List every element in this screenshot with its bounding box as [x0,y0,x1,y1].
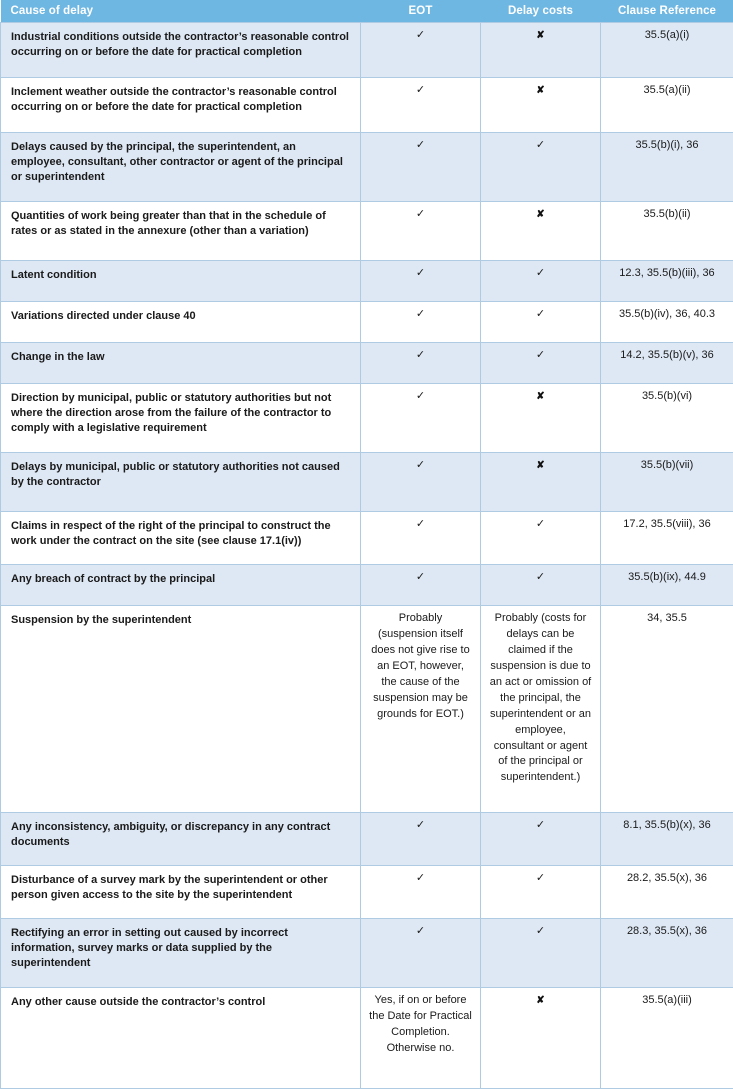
cell-delay-costs [481,813,601,866]
table-row [1,919,733,988]
check-mark-icon: ✓ [536,519,545,530]
table-row [1,78,733,133]
cell-eot [361,866,481,919]
table-row [1,202,733,261]
cell-note-text: Probably (costs for delays can be claimed if the suspension is due to an act or omission of the principal, the superintendent or an employee, consultant or agent of the principal or superintendent.) [489,611,592,786]
cell-clause-reference: 35.5(a)(iii) [601,988,733,1089]
cell-cause-of-delay: Any other cause outside the contractor’s control [1,988,361,1089]
check-mark-icon: ✓ [416,820,425,831]
check-mark-icon: ✓ [416,268,425,279]
table-row [1,606,733,813]
cell-clause-reference: 17.2, 35.5(viii), 36 [601,512,733,565]
check-mark-icon: ✓ [416,519,425,530]
cross-mark-icon: ✘ [536,31,544,41]
cell-cause-of-delay: Quantities of work being greater than that in the schedule of rates or as stated in the annexure (other than a variation) [1,202,361,261]
cell-eot [361,133,481,202]
column-header-clause-reference: Clause Reference [601,0,733,23]
cross-mark-icon: ✘ [536,461,544,471]
cell-cause-of-delay: Direction by municipal, public or statutory authorities but not where the direction arose from the failure of the contractor to comply with a legislative requirement [1,384,361,453]
check-mark-icon: ✓ [416,926,425,937]
cell-cause-of-delay: Latent condition [1,261,361,302]
check-mark-icon: ✓ [416,309,425,320]
table-row [1,565,733,606]
table-row [1,23,733,78]
table-row [1,453,733,512]
check-mark-icon: ✓ [416,140,425,151]
table-row [1,261,733,302]
check-mark-icon: ✓ [536,572,545,583]
cell-cause-of-delay: Disturbance of a survey mark by the superintendent or other person given access to the site by the superintendent [1,866,361,919]
cell-clause-reference: 8.1, 35.5(b)(x), 36 [601,813,733,866]
check-mark-icon: ✓ [536,820,545,831]
cell-clause-reference: 34, 35.5 [601,606,733,813]
column-header-eot: EOT [361,0,481,23]
cell-cause-of-delay: Delays caused by the principal, the superintendent, an employee, consultant, other contractor or agent of the principal or superintendent [1,133,361,202]
check-mark-icon: ✓ [416,350,425,361]
cell-eot [361,512,481,565]
cell-eot [361,343,481,384]
check-mark-icon: ✓ [536,926,545,937]
cell-eot [361,202,481,261]
column-header-cause-of-delay: Cause of delay [1,0,361,23]
cell-cause-of-delay: Any breach of contract by the principal [1,565,361,606]
cell-eot [361,78,481,133]
cross-mark-icon: ✘ [536,210,544,220]
cell-delay-costs [481,919,601,988]
check-mark-icon: ✓ [536,309,545,320]
cell-delay-costs [481,384,601,453]
table-header [1,0,733,23]
cross-mark-icon: ✘ [536,996,544,1006]
cell-cause-of-delay: Change in the law [1,343,361,384]
cell-delay-costs [481,988,601,1089]
check-mark-icon: ✓ [536,140,545,151]
cell-eot [361,813,481,866]
check-mark-icon: ✓ [416,391,425,402]
cell-eot [361,302,481,343]
cell-eot [361,261,481,302]
cross-mark-icon: ✘ [536,86,544,96]
cell-cause-of-delay: Rectifying an error in setting out caused by incorrect information, survey marks or data supplied by the superintendent [1,919,361,988]
column-header-delay-costs: Delay costs [481,0,601,23]
check-mark-icon: ✓ [416,30,425,41]
cell-eot [361,453,481,512]
cell-eot [361,23,481,78]
cell-delay-costs [481,343,601,384]
cell-delay-costs [481,202,601,261]
cell-cause-of-delay: Claims in respect of the right of the principal to construct the work under the contract on the site (see clause 17.1(iv)) [1,512,361,565]
cell-eot [361,565,481,606]
cell-clause-reference: 35.5(b)(ix), 44.9 [601,565,733,606]
check-mark-icon: ✓ [536,350,545,361]
table-row [1,343,733,384]
cell-delay-costs [481,78,601,133]
cell-cause-of-delay: Delays by municipal, public or statutory authorities not caused by the contractor [1,453,361,512]
check-mark-icon: ✓ [416,460,425,471]
cell-delay-costs [481,23,601,78]
cell-eot [361,384,481,453]
table-row [1,384,733,453]
check-mark-icon: ✓ [416,209,425,220]
cell-eot [361,988,481,1089]
cell-cause-of-delay: Variations directed under clause 40 [1,302,361,343]
table-row [1,988,733,1089]
cell-clause-reference: 12.3, 35.5(b)(iii), 36 [601,261,733,302]
check-mark-icon: ✓ [416,873,425,884]
cross-mark-icon: ✘ [536,392,544,402]
cell-clause-reference: 14.2, 35.5(b)(v), 36 [601,343,733,384]
table-row [1,133,733,202]
table-body [1,23,733,1089]
cell-cause-of-delay: Suspension by the superintendent [1,606,361,813]
cell-delay-costs [481,606,601,813]
check-mark-icon: ✓ [416,572,425,583]
cell-delay-costs [481,453,601,512]
check-mark-icon: ✓ [536,268,545,279]
table-header-row [1,0,733,23]
cell-delay-costs [481,512,601,565]
table-row [1,813,733,866]
cell-delay-costs [481,866,601,919]
cell-clause-reference: 28.3, 35.5(x), 36 [601,919,733,988]
cell-cause-of-delay: Industrial conditions outside the contractor’s reasonable control occurring on or before the date for practical completion [1,23,361,78]
cell-clause-reference: 28.2, 35.5(x), 36 [601,866,733,919]
cell-cause-of-delay: Inclement weather outside the contractor’s reasonable control occurring on or before the date for practical completion [1,78,361,133]
cell-delay-costs [481,261,601,302]
table-row [1,866,733,919]
table-row [1,302,733,343]
table-row [1,512,733,565]
cell-clause-reference: 35.5(a)(ii) [601,78,733,133]
cell-note-text: Yes, if on or before the Date for Practical Completion. Otherwise no. [369,993,472,1057]
cell-clause-reference: 35.5(b)(iv), 36, 40.3 [601,302,733,343]
cell-delay-costs [481,302,601,343]
check-mark-icon: ✓ [536,873,545,884]
cell-note-text: Probably (suspension itself does not give rise to an EOT, however, the cause of the suspension may be grounds for EOT.) [369,611,472,723]
cell-eot [361,919,481,988]
cell-cause-of-delay: Any inconsistency, ambiguity, or discrepancy in any contract documents [1,813,361,866]
cell-clause-reference: 35.5(b)(i), 36 [601,133,733,202]
cell-delay-costs [481,565,601,606]
cell-clause-reference: 35.5(b)(ii) [601,202,733,261]
cell-delay-costs [481,133,601,202]
check-mark-icon: ✓ [416,85,425,96]
cell-clause-reference: 35.5(b)(vi) [601,384,733,453]
cell-clause-reference: 35.5(b)(vii) [601,453,733,512]
cell-clause-reference: 35.5(a)(i) [601,23,733,78]
cell-eot [361,606,481,813]
